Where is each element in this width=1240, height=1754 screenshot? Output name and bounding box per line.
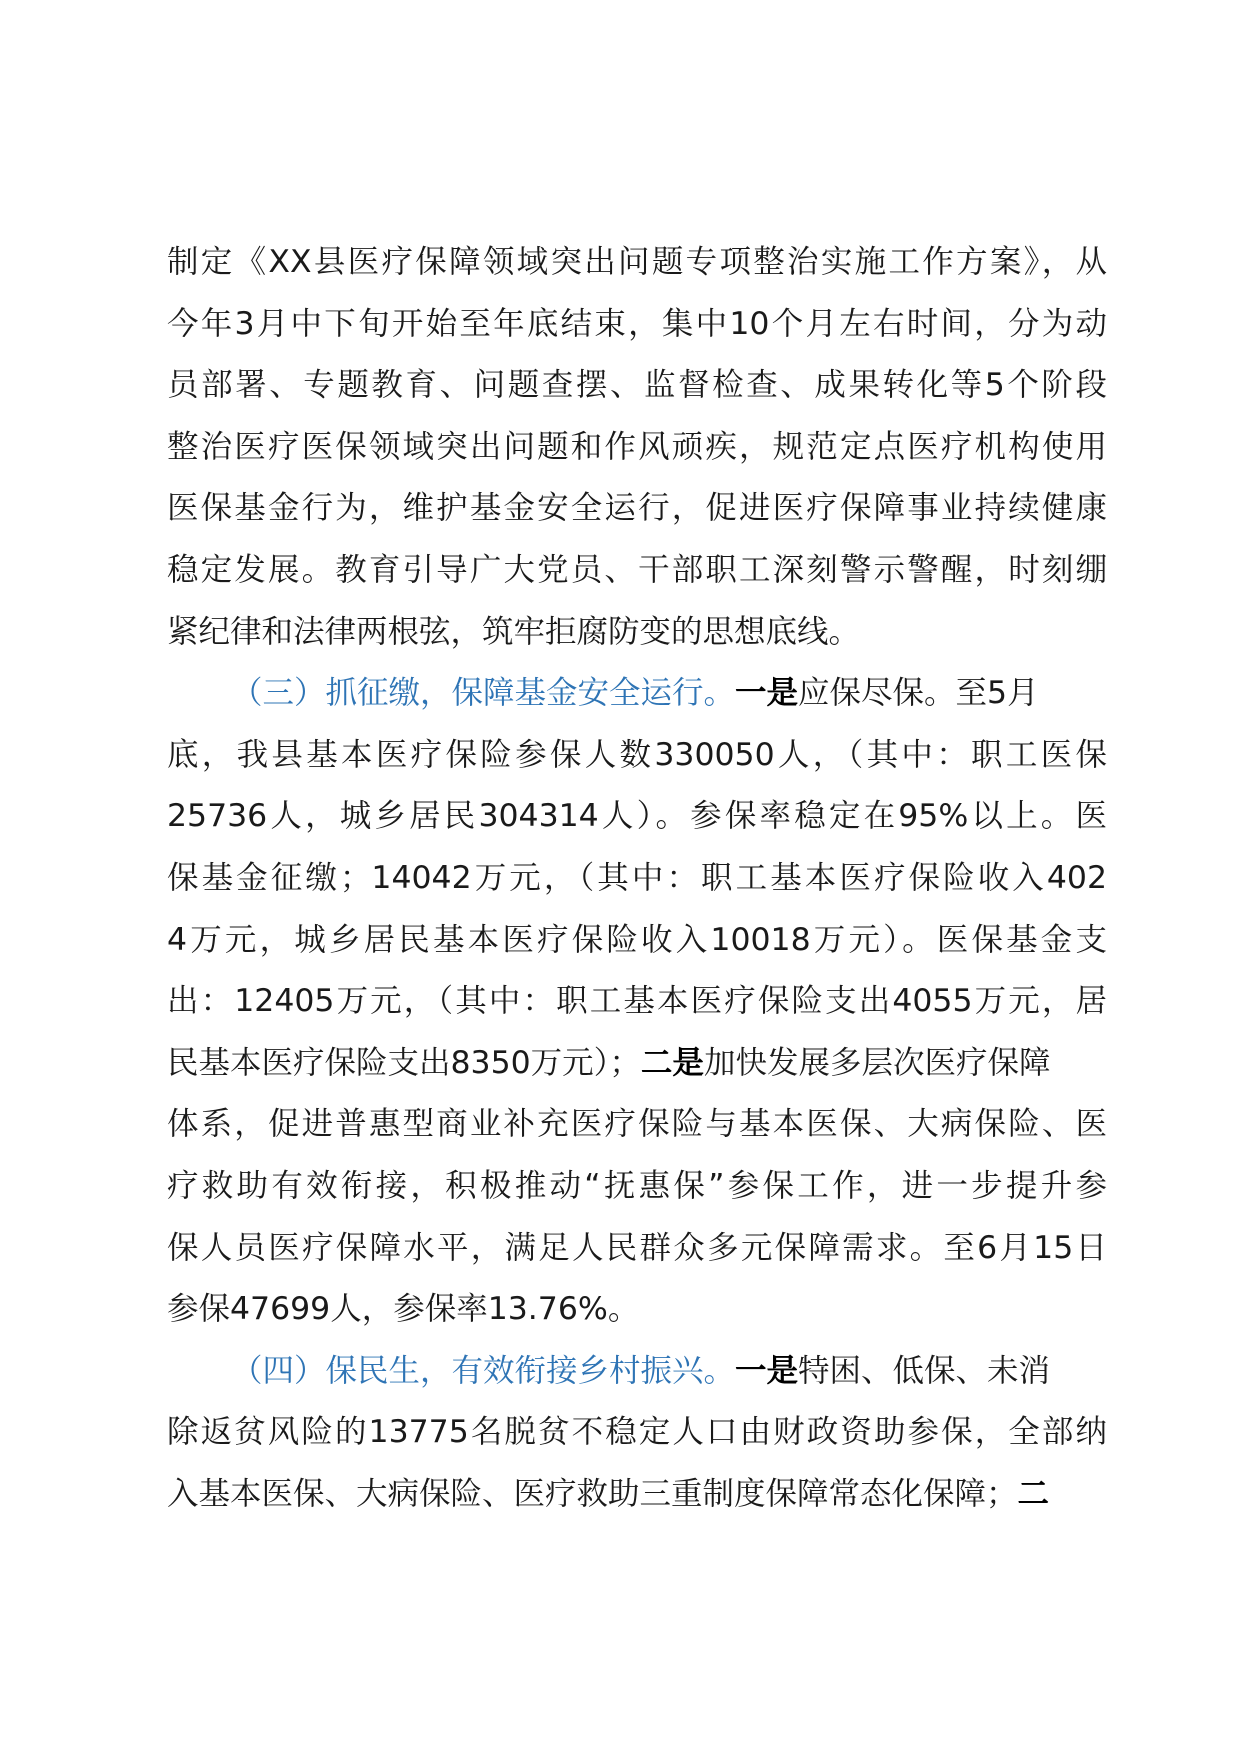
text-run: 应保尽保。至5月 <box>798 675 1039 712</box>
section-heading-4: （四）保民生，有效衔接乡村振兴。 <box>231 1352 736 1389</box>
text-run: 入基本医保、大病保险、医疗救助三重制度保障常态化保障； <box>167 1475 1018 1512</box>
text-line: 保基金征缴；14042万元，（其中：职工基本医疗保险收入402 <box>167 859 1107 896</box>
emphasis-text: 一是 <box>735 1352 799 1389</box>
text-line: 员部署、专题教育、问题查摆、监督检查、成果转化等5个阶段 <box>167 367 1107 404</box>
text-line: 制定《XX县医疗保障领域突出问题专项整治实施工作方案》，从 <box>167 244 1107 280</box>
text-line: 体系，促进普惠型商业补充医疗保险与基本医保、大病保险、医 <box>167 1106 1107 1143</box>
text-line <box>167 663 1107 725</box>
text-line: 保人员医疗保障水平，满足人民群众多元保障需求。至6月15日 <box>167 1229 1107 1266</box>
text-line: 稳定发展。教育引导广大党员、干部职工深刻警示警醒，时刻绷 <box>167 551 1107 588</box>
text-line <box>167 1033 1107 1095</box>
text-line: 25736人，城乡居民304314人）。参保率稳定在95%以上。医 <box>167 798 1107 835</box>
text-line: 今年3月中下旬开始至年底结束，集中10个月左右时间，分为动 <box>167 305 1107 342</box>
section-heading-3: （三）抓征缴，保障基金安全运行。 <box>231 675 736 712</box>
text-line: 底，我县基本医疗保险参保人数330050人，（其中：职工医保 <box>167 736 1107 773</box>
text-run: 特困、低保、未消 <box>798 1352 1051 1389</box>
text-line: 紧纪律和法律两根弦，筑牢拒腐防变的思想底线。 <box>167 613 861 650</box>
text-line: 4万元，城乡居民基本医疗保险收入10018万元）。医保基金支 <box>167 921 1107 958</box>
text-line: 参保47699人，参保率13.76%。 <box>167 1291 640 1328</box>
text-line <box>167 1464 1107 1526</box>
emphasis-text: 二 <box>1017 1475 1050 1512</box>
text-run: 加快发展多层次医疗保障 <box>703 1044 1051 1081</box>
text-line: 医保基金行为，维护基金安全运行，促进医疗保障事业持续健康 <box>167 490 1107 527</box>
text-line: 疗救助有效衔接，积极推动“抚惠保”参保工作，进一步提升参 <box>167 1167 1107 1204</box>
paragraph-policy-plan <box>167 232 1107 663</box>
text-line: 除返贫风险的13775名脱贫不稳定人口由财政资助参保，全部纳 <box>167 1414 1107 1451</box>
text-line <box>167 1341 1107 1403</box>
emphasis-text: 一是 <box>735 675 799 712</box>
document-body <box>167 232 1107 1525</box>
emphasis-text: 二是 <box>640 1044 704 1081</box>
text-run: 民基本医疗保险支出8350万元）； <box>167 1044 641 1081</box>
paragraph-fund-collection <box>167 663 1107 1341</box>
text-line: 整治医疗医保领域突出问题和作风顽疾，规范定点医疗机构使用 <box>167 428 1107 465</box>
text-line: 出：12405万元，（其中：职工基本医疗保险支出4055万元，居 <box>167 983 1107 1020</box>
paragraph-rural-revitalization <box>167 1341 1107 1526</box>
